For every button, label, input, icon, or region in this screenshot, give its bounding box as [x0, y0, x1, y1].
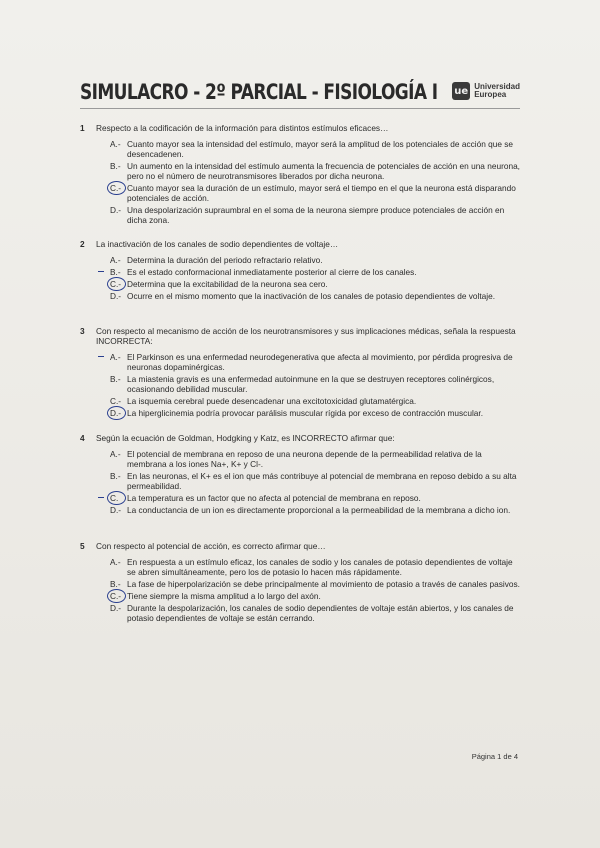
option-letter: A.- [110, 352, 121, 362]
option-letter: B.- [110, 471, 121, 481]
option-text: Durante la despolarización, los canales de sodio dependientes de voltaje están abiertos, y los canales de potasio dependientes de voltaje se están cerrando. [127, 603, 514, 623]
logo-text [474, 83, 520, 100]
question-3 [80, 326, 520, 420]
option-letter: C.- [110, 279, 122, 289]
pen-circle-mark [107, 277, 126, 291]
option-c[interactable] [110, 493, 520, 503]
question-stem: Según la ecuación de Goldman, Hodgking y Katz, es INCORRECTO afirmar que: [96, 433, 395, 443]
question-1 [80, 123, 520, 227]
option-letter: C.- [110, 183, 122, 193]
option-a[interactable] [110, 449, 520, 469]
option-letter: D.- [110, 205, 122, 215]
option-d[interactable] [110, 408, 520, 418]
option-text: La miastenia gravis es una enfermedad autoinmune en la que se destruyen receptores colinérgicos, ocasionando debilidad muscular. [127, 374, 495, 394]
question-number: 1 [80, 123, 85, 133]
option-b[interactable] [110, 161, 520, 181]
page-number: Página 1 de 4 [471, 752, 518, 761]
option-letter: A.- [110, 449, 121, 459]
university-logo [452, 82, 520, 100]
option-a[interactable] [110, 352, 520, 372]
option-text: La hiperglicinemia podría provocar parálisis muscular rígida por exceso de contracción muscular. [127, 408, 484, 418]
question-4 [80, 433, 520, 517]
option-text: El potencial de membrana en reposo de una neurona depende de la permeabilidad relativa de la membrana a los iones Na+, K+ y Cl-. [127, 449, 482, 469]
option-c[interactable] [110, 591, 520, 601]
question-stem: Con respecto al mecanismo de acción de los neurotransmisores y sus implicaciones médicas, señala la respuesta INCORRECTA: [96, 326, 516, 346]
option-text: Determina la duración del periodo refractario relativo. [127, 255, 323, 265]
option-b[interactable] [110, 267, 520, 277]
option-text: Una despolarización supraumbral en el soma de la neurona siempre produce potenciales de acción en dicha zona. [127, 205, 505, 225]
pen-circle-mark [107, 491, 126, 505]
option-letter: D.- [110, 408, 122, 418]
option-letter: D.- [110, 505, 122, 515]
header-divider [80, 108, 520, 109]
question-number: 3 [80, 326, 85, 336]
pen-dash-mark [98, 271, 104, 272]
option-d[interactable] [110, 205, 520, 225]
option-text: Determina que la excitabilidad de la neurona sea cero. [127, 279, 328, 289]
question-2 [80, 239, 520, 303]
option-a[interactable] [110, 255, 520, 265]
option-text: La fase de hiperpolarización se debe principalmente al movimiento de potasio a través de canales pasivos. [127, 579, 520, 589]
option-text: La isquemia cerebral puede desencadenar una excitotoxicidad glutamatérgica. [127, 396, 417, 406]
option-text: Un aumento en la intensidad del estímulo aumenta la frecuencia de potenciales de acción en una neurona, pero no el número de neurotransmisores liberados por dicha neurona. [127, 161, 520, 181]
page-title: SIMULACRO - 2º PARCIAL - FISIOLOGÍA I [80, 80, 438, 105]
option-letter: B.- [110, 374, 121, 384]
option-b[interactable] [110, 374, 520, 394]
option-letter: C.- [110, 591, 122, 601]
pen-dash-mark [98, 356, 104, 357]
option-letter: B.- [110, 267, 121, 277]
pen-dash-mark [98, 497, 104, 498]
pen-circle-mark [107, 406, 126, 420]
option-d[interactable] [110, 603, 520, 623]
question-stem: Con respecto al potencial de acción, es correcto afirmar que… [96, 541, 326, 551]
option-d[interactable] [110, 505, 520, 515]
question-number: 2 [80, 239, 85, 249]
option-letter: D.- [110, 603, 122, 613]
option-c[interactable] [110, 396, 520, 406]
logo-line-1: Universidad [474, 81, 520, 91]
option-d[interactable] [110, 291, 520, 301]
pen-circle-mark [107, 181, 126, 195]
page-header [80, 80, 520, 106]
question-number: 5 [80, 541, 85, 551]
logo-line-2: Europea [474, 90, 507, 99]
option-letter: A.- [110, 557, 121, 567]
option-text: La temperatura es un factor que no afecta al potencial de membrana en reposo. [127, 493, 421, 503]
ue-logo-icon: ue [452, 82, 470, 100]
option-letter: A.- [110, 139, 121, 149]
option-b[interactable] [110, 471, 520, 491]
question-5 [80, 541, 520, 625]
option-b[interactable] [110, 579, 520, 589]
option-letter: C. [110, 493, 119, 503]
option-letter: B.- [110, 161, 121, 171]
option-text: Es el estado conformacional inmediatamente posterior al cierre de los canales. [127, 267, 417, 277]
question-stem: Respecto a la codificación de la información para distintos estímulos eficaces… [96, 123, 389, 133]
option-text: Ocurre en el mismo momento que la inactivación de los canales de potasio dependientes de voltaje. [127, 291, 496, 301]
pen-circle-mark [107, 589, 126, 603]
option-a[interactable] [110, 557, 520, 577]
option-text: En respuesta a un estímulo eficaz, los canales de sodio y los canales de potasio dependientes de voltaje se abren simultáneamente, pero los de potasio lo hacen más rápidamente. [127, 557, 513, 577]
option-text: Cuanto mayor sea la duración de un estímulo, mayor será el tiempo en el que la neurona está disparando potenciales de acción. [127, 183, 516, 203]
option-a[interactable] [110, 139, 520, 159]
option-letter: C.- [110, 396, 122, 406]
question-number: 4 [80, 433, 85, 443]
option-text: El Parkinson es una enfermedad neurodegenerativa que afecta al movimiento, por pérdida progresiva de neuronas dopaminérgicas. [127, 352, 513, 372]
option-c[interactable] [110, 183, 520, 203]
option-text: Tiene siempre la misma amplitud a lo largo del axón. [127, 591, 321, 601]
option-letter: D.- [110, 291, 122, 301]
option-text: La conductancia de un ion es directamente proporcional a la permeabilidad de la membrana a dicho ion. [127, 505, 511, 515]
option-letter: B.- [110, 579, 121, 589]
option-text: Cuanto mayor sea la intensidad del estímulo, mayor será la amplitud de los potenciales de acción que se desencadenen. [127, 139, 514, 159]
option-c[interactable] [110, 279, 520, 289]
question-stem: La inactivación de los canales de sodio dependientes de voltaje… [96, 239, 339, 249]
option-letter: A.- [110, 255, 121, 265]
option-text: En las neuronas, el K+ es el ion que más contribuye al potencial de membrana en reposo debido a su alta permeabilidad. [127, 471, 517, 491]
